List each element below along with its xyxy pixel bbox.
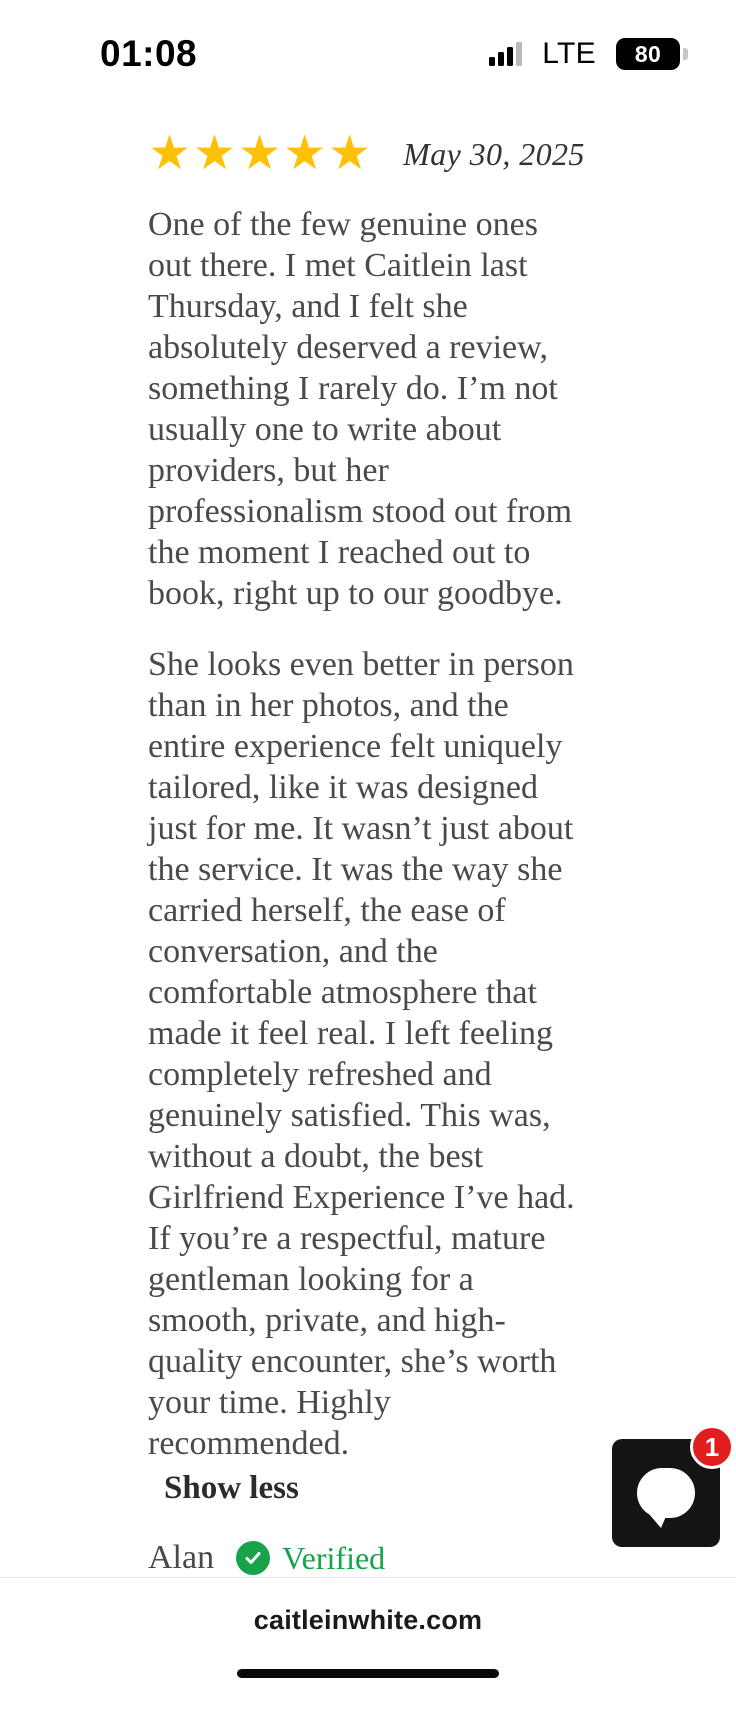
- review-body: [148, 204, 696, 1464]
- battery-level-label: 80: [634, 40, 662, 67]
- site-url-label[interactable]: caitleinwhite.com: [253, 1605, 483, 1635]
- check-circle-icon: [236, 1541, 270, 1575]
- home-indicator[interactable]: [237, 1669, 499, 1678]
- signal-bars-icon: [489, 42, 522, 66]
- status-bar: [0, 0, 736, 108]
- review-header: [148, 127, 696, 180]
- chat-unread-badge: 1: [690, 1425, 734, 1469]
- rating-stars: ★★★★★: [148, 127, 374, 180]
- home-indicator-area: [0, 1663, 736, 1709]
- status-indicators: [489, 37, 680, 71]
- network-type-label: LTE: [542, 37, 596, 70]
- review-content: [0, 108, 736, 1577]
- verified-label: Verified: [282, 1539, 386, 1576]
- review-paragraph: She looks even better in person than in her photos, and the entire experience felt uniquely tailored, like it was designed just for me. It wasn’t just about the service. It was the way she carried herself, the ease of conversation, and the comfortable atmosphere that made it feel real. I left feeling completely refreshed and genuinely satisfied. This was, without a doubt, the best Girlfriend Experience I’ve had. If you’re a respectful, mature gentleman looking for a smooth, private, and high-quality encounter, she’s worth your time. Highly recommended.: [148, 646, 575, 1462]
- browser-url-bar[interactable]: [0, 1577, 736, 1663]
- status-badge: [236, 1540, 385, 1577]
- battery-cap: [683, 48, 688, 60]
- reviewer-row: [148, 1539, 696, 1577]
- status-time: 01:08: [100, 33, 198, 74]
- review-date: May 30, 2025: [403, 135, 585, 172]
- review-paragraph: One of the few genuine ones out there. I met Caitlein last Thursday, and I felt she absolutely deserved a review, something I rarely do. I’m not usually one to write about providers, but her professionalism stood out from the moment I reached out to book, right up to our goodbye.: [148, 206, 573, 612]
- battery-icon: [616, 38, 680, 70]
- chat-widget-button[interactable]: [612, 1431, 720, 1547]
- chat-bubble-icon: [637, 1468, 695, 1518]
- reviewer-name: Alan: [148, 1539, 215, 1576]
- show-less-button[interactable]: Show less: [164, 1470, 299, 1506]
